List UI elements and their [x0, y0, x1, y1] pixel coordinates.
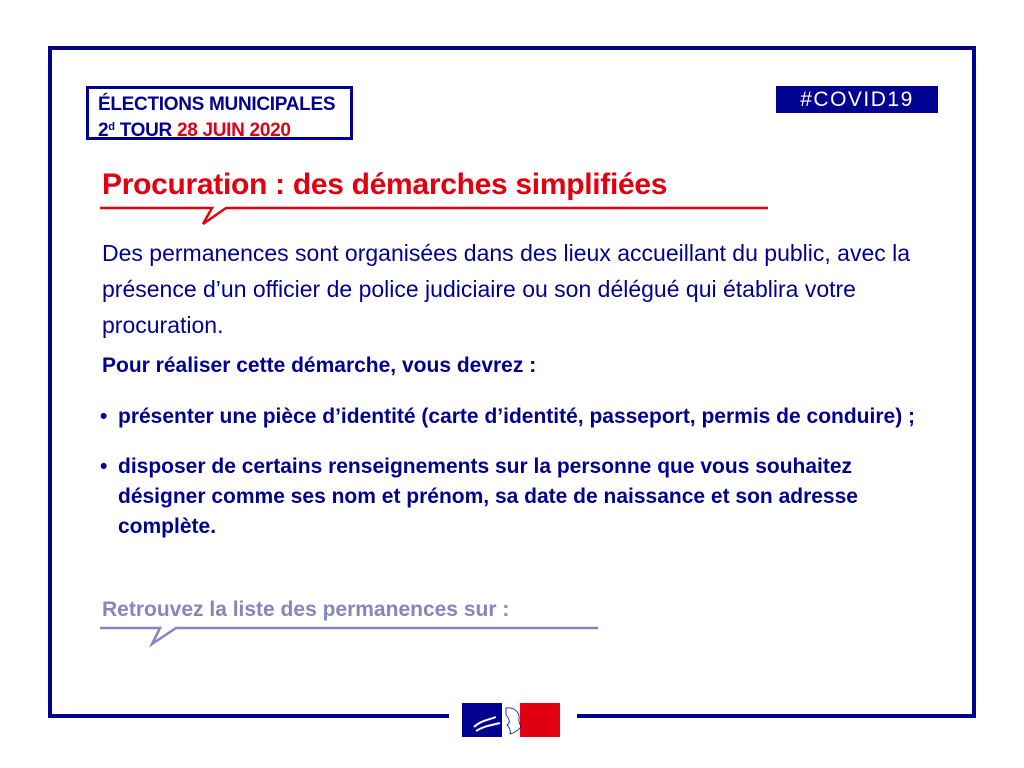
list-item: • présenter une pièce d’identité (carte d’identité, passeport, permis de conduire) ;: [100, 402, 920, 432]
election-round: [98, 116, 350, 142]
round-word: TOUR: [119, 120, 172, 141]
covid-hashtag: #COVID19: [776, 86, 938, 113]
title-underline-bubble-icon: [100, 204, 768, 228]
list-item: • disposer de certains renseignements sur la personne que vous souhaitez désigner comme ses nom et prénom, sa date de naissance et son adresse complète.: [100, 452, 920, 542]
round-suffix: d: [108, 121, 115, 133]
page-title: Procuration : des démarches simplifiées: [102, 168, 668, 201]
election-badge: [86, 86, 353, 140]
round-number: 2: [98, 120, 109, 141]
election-title: ÉLECTIONS MUNICIPALES: [98, 94, 336, 115]
permanences-link-caption[interactable]: Retrouvez la liste des permanences sur :: [102, 598, 510, 621]
marianne-logo-icon: [462, 703, 560, 737]
election-date: 28 JUIN 2020: [176, 120, 291, 141]
caption-underline-bubble-icon: [100, 624, 600, 648]
intro-paragraph: Des permanences sont organisées dans des lieux accueillant du public, avec la présence d’un officier de police judiciaire ou son délégué qui établira votre procuration.: [102, 240, 911, 338]
requirements-list: [100, 402, 920, 562]
requirements-lead: Pour réaliser cette démarche, vous devrez :: [102, 354, 537, 377]
